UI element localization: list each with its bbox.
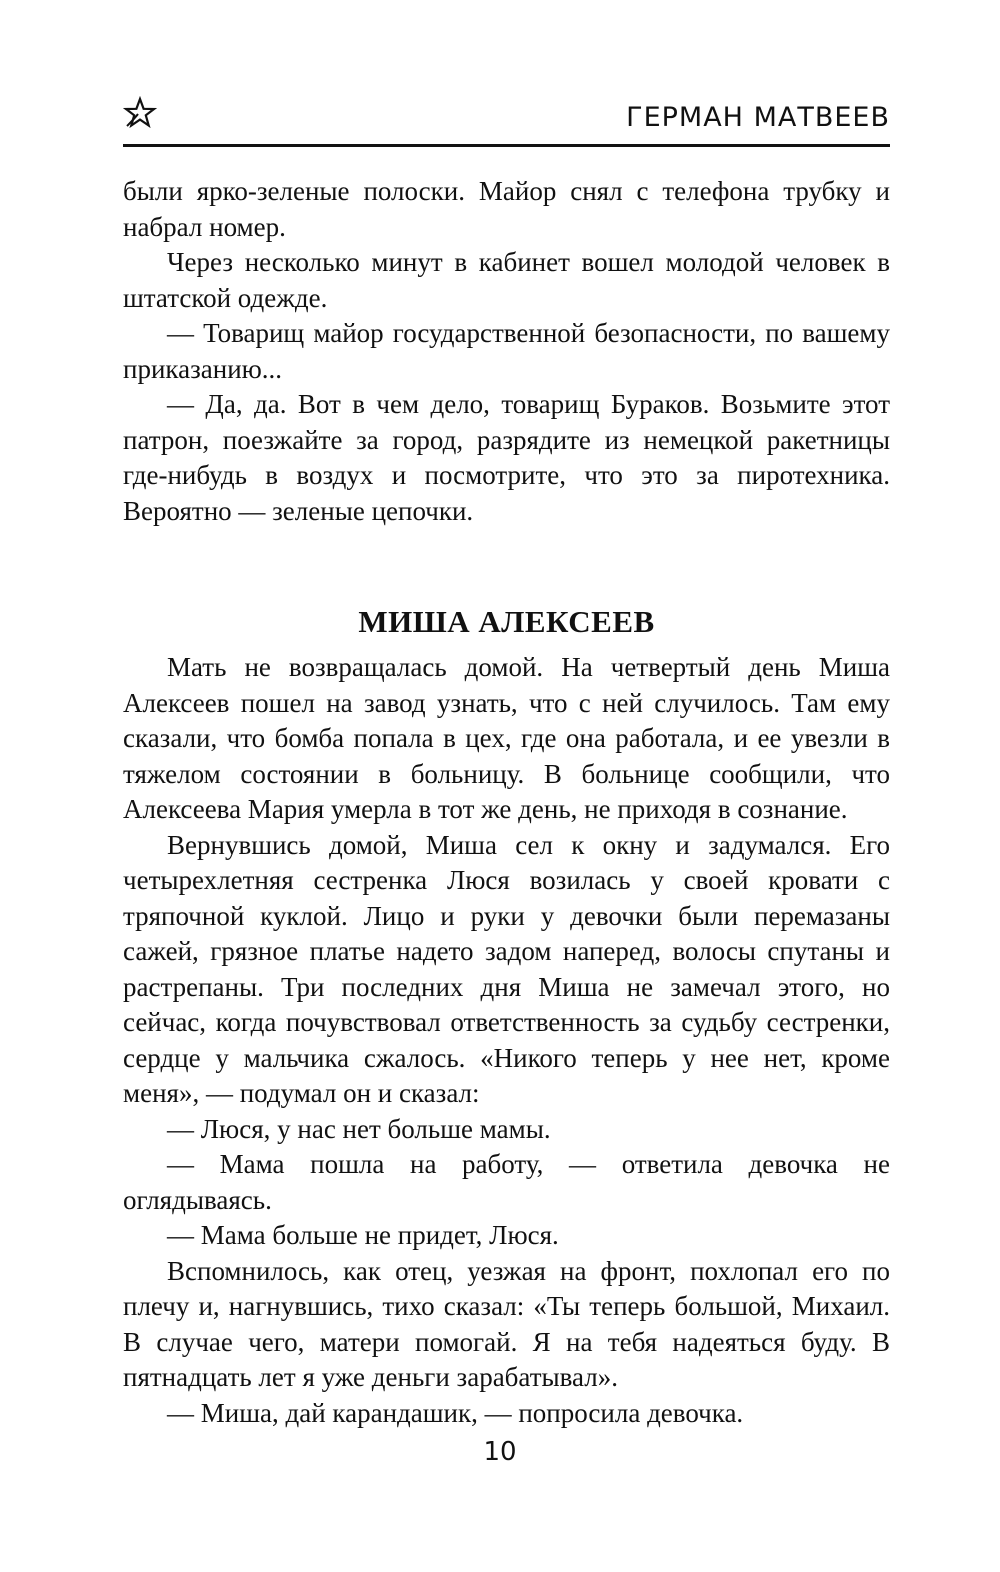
section-two-text bbox=[123, 650, 890, 1431]
page-number: 10 bbox=[483, 1437, 517, 1467]
paragraph: — Миша, дай карандашик, — попросила девочка. bbox=[167, 1397, 744, 1428]
paragraph: — Мама больше не придет, Люся. bbox=[167, 1220, 559, 1250]
paragraph: — Люся, у нас нет больше мамы. bbox=[167, 1113, 551, 1144]
page-header bbox=[123, 96, 890, 147]
paragraph: были ярко-зеленые полоски. Майор снял с телефона трубку и набрал номер. bbox=[123, 176, 890, 242]
paragraph: — Товарищ майор государственной безопасности, по вашему приказанию... bbox=[123, 318, 890, 384]
star-icon bbox=[123, 96, 157, 130]
paragraph: Мать не возвращалась домой. На четвертый день Миша Алексеев пошел на завод узнать, что с ней случилось. Там ему сказали, что бомба попала в цех, где она работала, и ее увезли в тяжелом состоянии в больницу. В больнице сообщили, что Алексеева Мария умерла в тот же день, не приходя в сознание. bbox=[123, 652, 890, 824]
running-head-author: ГЕРМАН МАТВЕЕВ bbox=[626, 102, 890, 133]
paragraph: — Мама пошла на работу, — ответила девочка не оглядываясь. bbox=[123, 1149, 890, 1215]
paragraph: — Да, да. Вот в чем дело, товарищ Бураков. Возьмите этот патрон, поезжайте за город, разрядите из немецкой ракетницы где-нибудь в воздух и посмотрите, что это за пиротехника. Вероятно — зеленые цепочки. bbox=[123, 389, 890, 526]
paragraph: Вспомнилось, как отец, уезжая на фронт, похлопал его по плечу и, нагнувшись, тихо сказал: «Ты теперь большой, Михаил. В случае чего, матери помогай. Я на тебя надеяться буду. В пятнадцать лет я уже деньги зарабатывал». bbox=[123, 1255, 890, 1392]
chapter-title: МИША АЛЕКСЕЕВ bbox=[358, 603, 655, 639]
paragraph: Через несколько минут в кабинет вошел молодой человек в штатской одежде. bbox=[123, 247, 890, 313]
paragraph: Вернувшись домой, Миша сел к окну и задумался. Его четырехлетняя сестренка Люся возилась у своей кровати с тряпочной куклой. Лицо и руки у девочки были перемазаны сажей, грязное платье надето задом наперед, волосы спутаны и растрепаны. Три последних дня Миша не замечал этого, но сейчас, когда почувствовал ответственность за судьбу сестренки, сердце у мальчика сжалось. «Никого теперь у нее нет, кроме меня», — подумал он и сказал: bbox=[123, 829, 890, 1108]
section-one-text bbox=[123, 174, 890, 529]
